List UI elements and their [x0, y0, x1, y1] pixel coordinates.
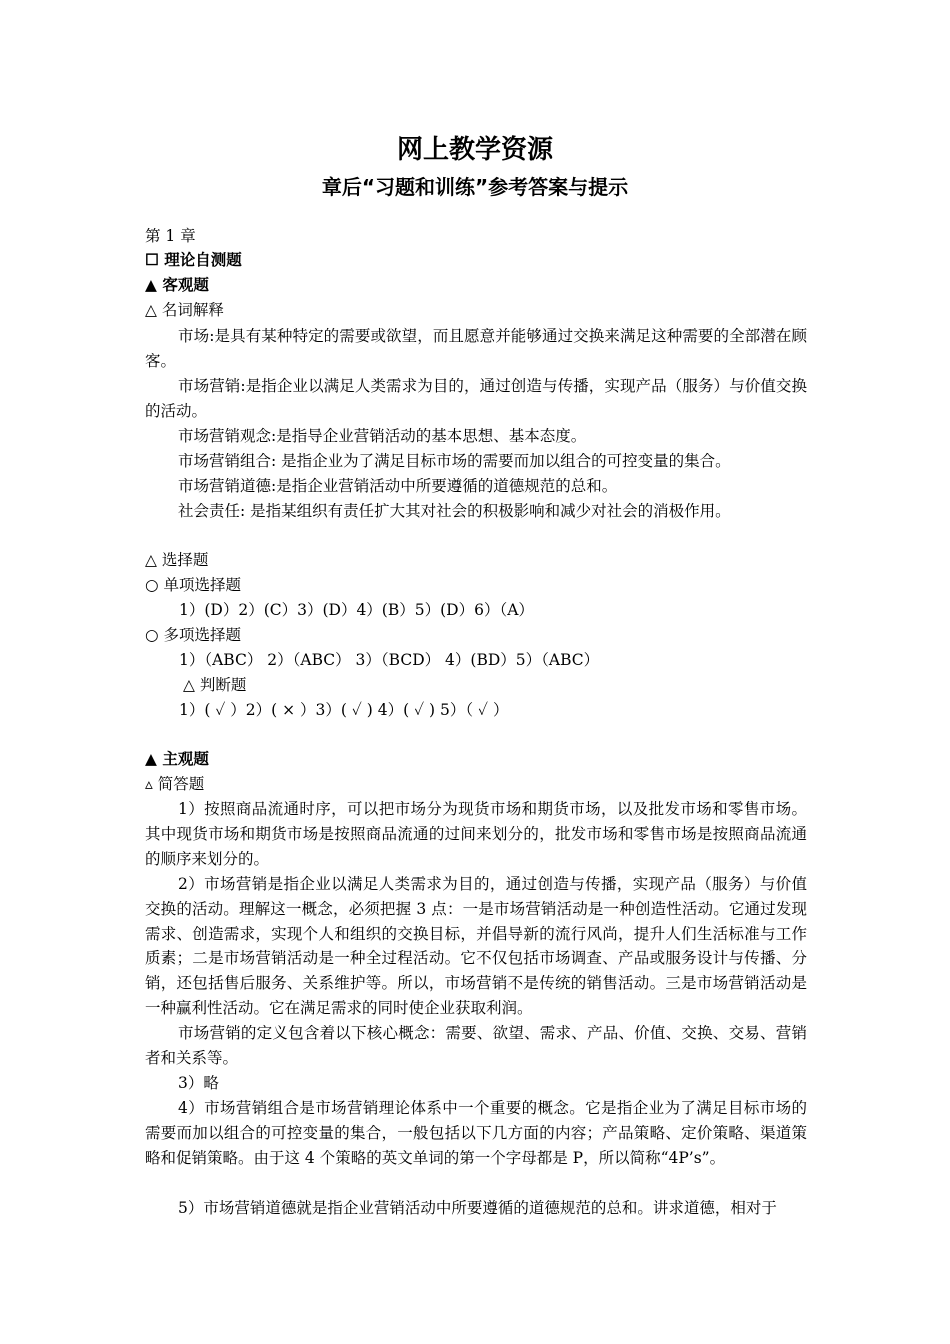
subsection-choice: △ 选择题 — [145, 551, 209, 569]
short-answer-4: 4）市场营销组合是市场营销理论体系中一个重要的概念。它是指企业为了满足目标市场的需要而加以组合的可控变量的集合，一般包括以下几方面的内容；产品策略、定价策略、渠道策略和促销策略。由于这 4 个策略的英文单词的第一个字母都是 P，所以简称“4P’s”。 — [145, 1099, 807, 1167]
multi-choice-label: ○ 多项选择题 — [145, 626, 241, 644]
page-subtitle: 章后“习题和训练”参考答案与提示 — [321, 175, 629, 199]
page-title: 网上教学资源 — [396, 135, 553, 165]
subsection-terms: △ 名词解释 — [145, 301, 224, 319]
judge-answers: 1）( ✓ ）2）( × ）3）( ✓ ) 4）( ✓ ) 5）（ ✓ ） — [179, 701, 509, 719]
short-answer-2: 2）市场营销是指企业以满足人类需求为目的，通过创造与传播，实现产品（服务）与价值交换的活动。理解这一概念，必须把握 3 点：一是市场营销活动是一种创造性活动。它通过发现需求、创造需求，实现个人和组织的交换目标，并倡导新的流行风尚，提升人们生活标准与工作质素；二是市场营销活动是一种全过程活动。它不仅包括市场调查、产品或服务设计与传播、分销，还包括售后服务、关系维护等。所以，市场营销不是传统的销售活动。三是市场营销活动是一种赢利性活动。它在满足需求的同时使企业获取利润。 — [145, 875, 807, 1017]
multi-choice-answers: 1）（ABC） 2）（ABC） 3）（BCD） 4）(BD）5）（ABC） — [179, 651, 600, 669]
term-marketing-ethics: 市场营销道德:是指企业营销活动中所要遵循的道德规范的总和。 — [178, 477, 618, 495]
subsection-short-answer: ▵ 简答题 — [145, 775, 205, 793]
judge-label: △ 判断题 — [183, 676, 247, 694]
short-answer-2-core: 市场营销的定义包含着以下核心概念：需要、欲望、需求、产品、价值、交换、交易、营销者和关系等。 — [145, 1024, 807, 1067]
term-marketing-concept: 市场营销观念:是指导企业营销活动的基本思想、基本态度。 — [178, 427, 587, 445]
short-answer-5: 5）市场营销道德就是指企业营销活动中所要遵循的道德规范的总和。讲求道德，相对于 — [178, 1199, 777, 1217]
term-marketing: 市场营销:是指企业以满足人类需求为目的，通过创造与传播，实现产品（服务）与价值交换的活动。 — [145, 377, 807, 420]
section-subjective: ▲ 主观题 — [145, 749, 209, 768]
short-answer-1: 1）按照商品流通时序，可以把市场分为现货市场和期货市场，以及批发市场和零售市场。其中现货市场和期货市场是按照商品流通的过间来划分的，批发市场和零售市场是按照商品流通的顺序来划分的。 — [145, 800, 807, 868]
chapter-heading: 第 1 章 — [145, 227, 196, 245]
section-objective: ▲ 客观题 — [145, 275, 209, 294]
term-market: 市场:是具有某种特定的需要或欲望，而且愿意并能够通过交换来满足这种需要的全部潜在顾客。 — [145, 327, 807, 370]
term-social-responsibility: 社会责任: 是指某组织有责任扩大其对社会的积极影响和减少对社会的消极作用。 — [178, 502, 731, 520]
single-choice-answers: 1）(D）2）(C）3）(D）4）(B）5）(D）6）（A） — [179, 601, 534, 619]
term-marketing-mix: 市场营销组合: 是指企业为了满足目标市场的需要而加以组合的可控变量的集合。 — [178, 452, 731, 470]
short-answer-3: 3）略 — [178, 1074, 219, 1092]
single-choice-label: ○ 单项选择题 — [145, 576, 241, 594]
section-theory: ☐ 理论自测题 — [145, 250, 242, 269]
